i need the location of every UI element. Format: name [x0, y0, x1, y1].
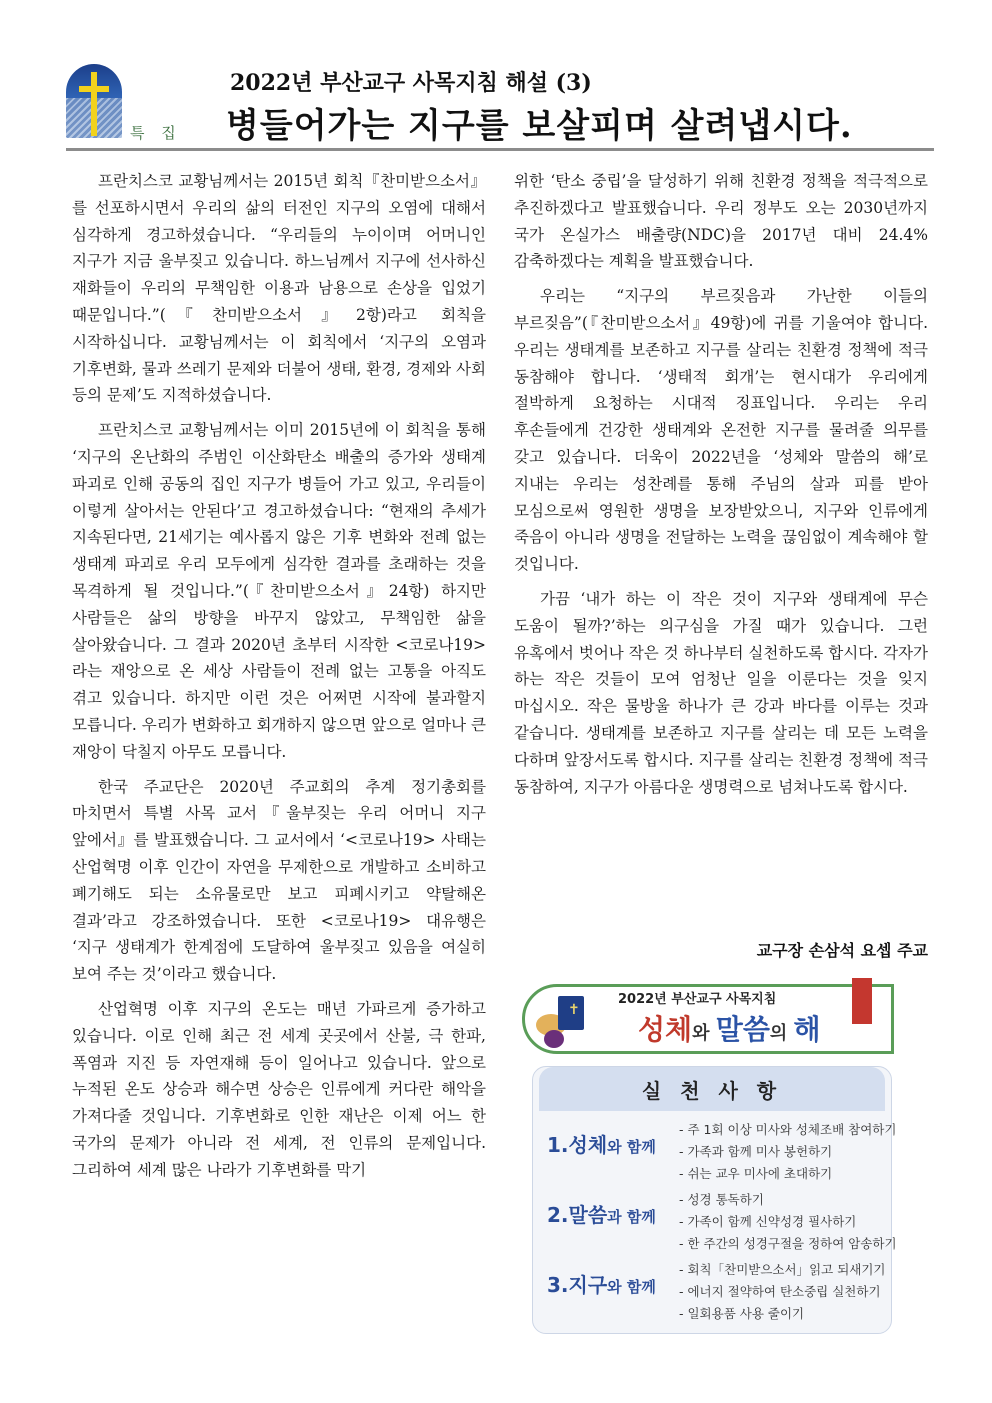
article-title: 병들어가는 지구를 보살피며 살려냅시다. — [226, 106, 853, 146]
list-item: - 에너지 절약하여 탄소중립 실천하기 — [679, 1284, 881, 1299]
list-item: - 한 주간의 성경구절을 정하여 암송하기 — [679, 1236, 897, 1251]
list-item: - 쉬는 교우 미사에 초대하기 — [679, 1166, 833, 1181]
list-item: - 가족과 함께 미사 봉헌하기 — [679, 1144, 833, 1159]
bible-icon: ✝ — [558, 996, 584, 1030]
paragraph: 프란치스코 교황님께서는 2015년 회칙『찬미받으소서』를 선포하시면서 우리의 삶의 터전인 지구의 오염에 대해서 심각하게 경고하셨습니다. “우리들의 누이이며 어머니인 지구가 지금 울부짖고 있습니다. 하느님께서 지구에 선사하신 재화들이 우리의 무책임한 이용과 남용으로 손상을 입었기 때문입니다.”(『찬미받으소서』2항)라고 회칙을 시작하십니다. 교황님께서는 이 회칙에서 ‘지구의 오염과 기후변화, 물과 쓰레기 문제와 더불어 생태, 환경, 경제와 사회 등의 문제’도 지적하셨습니다. — [72, 172, 486, 405]
header-divider — [66, 148, 934, 151]
paragraph: 산업혁명 이후 지구의 온도는 매년 가파르게 증가하고 있습니다. 이로 인해 최근 전 세계 곳곳에서 산불, 극 한파, 폭염과 지진 등 자연재해 등이 일어나고 있습니다. 앞으로 누적된 온도 상승과 해수면 상승은 인류에게 커다란 해악을 가져다줄 것입니다. 기후변화로 인한 재난은 이제 어느 한 국가의 문제가 아니라 전 세계, 전 인류의 문제입니다. 그리하여 세계 많은 나라가 기후변화를 막기 — [72, 999, 486, 1179]
paragraph: 가끔 ‘내가 하는 이 작은 것이 지구와 생태계에 무슨 도움이 될까?’하는 의구심을 가질 때가 있습니다. 그런 유혹에서 벗어나 작은 것 하나부터 실천하도록 합시다. 각자가 하는 작은 것들이 모여 엄청난 일을 이룬다는 것을 잊지 마십시오. 작은 물방울 하나가 큰 강과 바다를 이루는 것과 같습니다. 생태계를 보존하고 지구를 살리는 데 모든 노력을 다하며 앞장서도록 합시다. 지구를 살리는 친환경 정책에 적극 동참하여, 지구가 아름다운 생명력으로 넘쳐나도록 합시다. — [514, 589, 928, 796]
practice-group-title: 1.성체와 함께 — [547, 1133, 656, 1157]
article-subtitle: 2022년 부산교구 사목지침 해설 (3) — [230, 70, 592, 96]
list-item: - 회칙「찬미받으소서」읽고 되새기기 — [679, 1262, 886, 1277]
list-item: - 가족이 함께 신약성경 필사하기 — [679, 1214, 857, 1229]
page-header — [66, 62, 934, 152]
paragraph: 한국 주교단은 2020년 주교회의 추계 정기총회를 마치면서 특별 사목 교서『울부짖는 우리 어머니 지구 앞에서』를 발표했습니다. 그 교서에서 ‘<코로나19> 사태는 산업혁명 이후 인간이 자연을 무제한으로 개발하고 소비하고 폐기해도 되는 소유물로만 보고 피폐시키고 약탈해온 결과’라고 강조하였습니다. 또한 <코로나19> 대유행은 ‘지구 생태계가 한계점에 도달하여 울부짖고 있음을 여실히 보여 주는 것’이라고 했습니다. — [72, 777, 486, 984]
author-signature: 교구장 손삼석 요셉 주교 — [756, 941, 928, 960]
list-item: - 성경 통독하기 — [679, 1192, 764, 1207]
practice-items — [679, 1189, 897, 1255]
list-item: - 주 1회 이상 미사와 성체조배 참여하기 — [679, 1122, 897, 1137]
right-column — [514, 168, 928, 808]
paragraph: 위한 ‘탄소 중립’을 달성하기 위해 친환경 정책을 적극적으로 추진하겠다고 발표했습니다. 우리 정부도 오는 2030년까지 국가 온실가스 배출량(NDC)을 2017년 대비 24.4% 감축하겠다는 계획을 발표했습니다. — [514, 172, 928, 271]
banner-subtitle: 2022년 부산교구 사목지침 — [618, 992, 777, 1007]
banner-title: 성체와 말씀의 해 — [638, 1013, 821, 1046]
year-banner — [522, 978, 894, 1058]
cross-logo-icon — [66, 64, 122, 138]
list-item: - 일회용품 사용 줄이기 — [679, 1306, 805, 1321]
paragraph: 우리는 “지구의 부르짖음과 가난한 이들의 부르짖음”(『찬미받으소서』49항)에 귀를 기울여야 합니다. 우리는 생태계를 보존하고 지구를 살리는 친환경 정책에 적극 동참해야 합니다. ‘생태적 회개’는 현시대가 우리에게 절박하게 요청하는 시대적 징표입니다. 우리는 우리 후손들에게 건강한 생태계와 온전한 지구를 물려줄 의무를 갖고 있습니다. 더욱이 2022년을 ‘성체와 말씀의 해’로 지내는 우리는 성찬례를 통해 주님의 살과 피를 받아 모심으로써 영원한 생명을 보장받았으니, 지구와 인류에게 죽음이 아니라 생명을 전달하는 노력을 끊임없이 계속해야 할 것입니다. — [514, 287, 928, 574]
practice-box — [532, 1066, 897, 1334]
practice-items — [679, 1119, 896, 1185]
practice-group-title: 3.지구와 함께 — [547, 1273, 656, 1297]
practice-group-title: 2.말씀과 함께 — [547, 1203, 656, 1227]
bookmark-icon — [852, 978, 872, 1024]
left-column — [72, 168, 486, 1191]
section-label: 특 집 — [130, 124, 182, 142]
paragraph: 프란치스코 교황님께서는 이미 2015년에 이 회칙을 통해 ‘지구의 온난화의 주범인 이산화탄소 배출의 증가와 생태계 파괴로 인해 공동의 집인 지구가 병들어 가고 있고, 우리들이 이렇게 살아서는 안된다’고 경고하셨습니다: “현재의 추세가 지속된다면, 21세기는 예사롭지 않은 기후 변화와 전례 없는 생태계 파괴로 우리 모두에게 심각한 결과를 초래하는 것을 목격하게 될 것입니다.”(『찬미받으소서』24항) 하지만 사람들은 삶의 방향을 바꾸지 않았고, 무책임한 삶을 살아왔습니다. 그 결과 2020년 초부터 시작한 <코로나19>라는 재앙으로 온 세상 사람들이 전례 없는 고통을 아직도 겪고 있습니다. 하지만 이런 것은 어쩌면 시작에 불과할지 모릅니다. 우리가 변화하고 회개하지 않으면 앞으로 얼마나 큰 재앙이 닥칠지 아무도 모릅니다. — [72, 421, 486, 761]
practice-title: 실 천 사 항 — [641, 1079, 783, 1103]
grapes-icon — [544, 1030, 564, 1048]
practice-items — [679, 1259, 886, 1325]
